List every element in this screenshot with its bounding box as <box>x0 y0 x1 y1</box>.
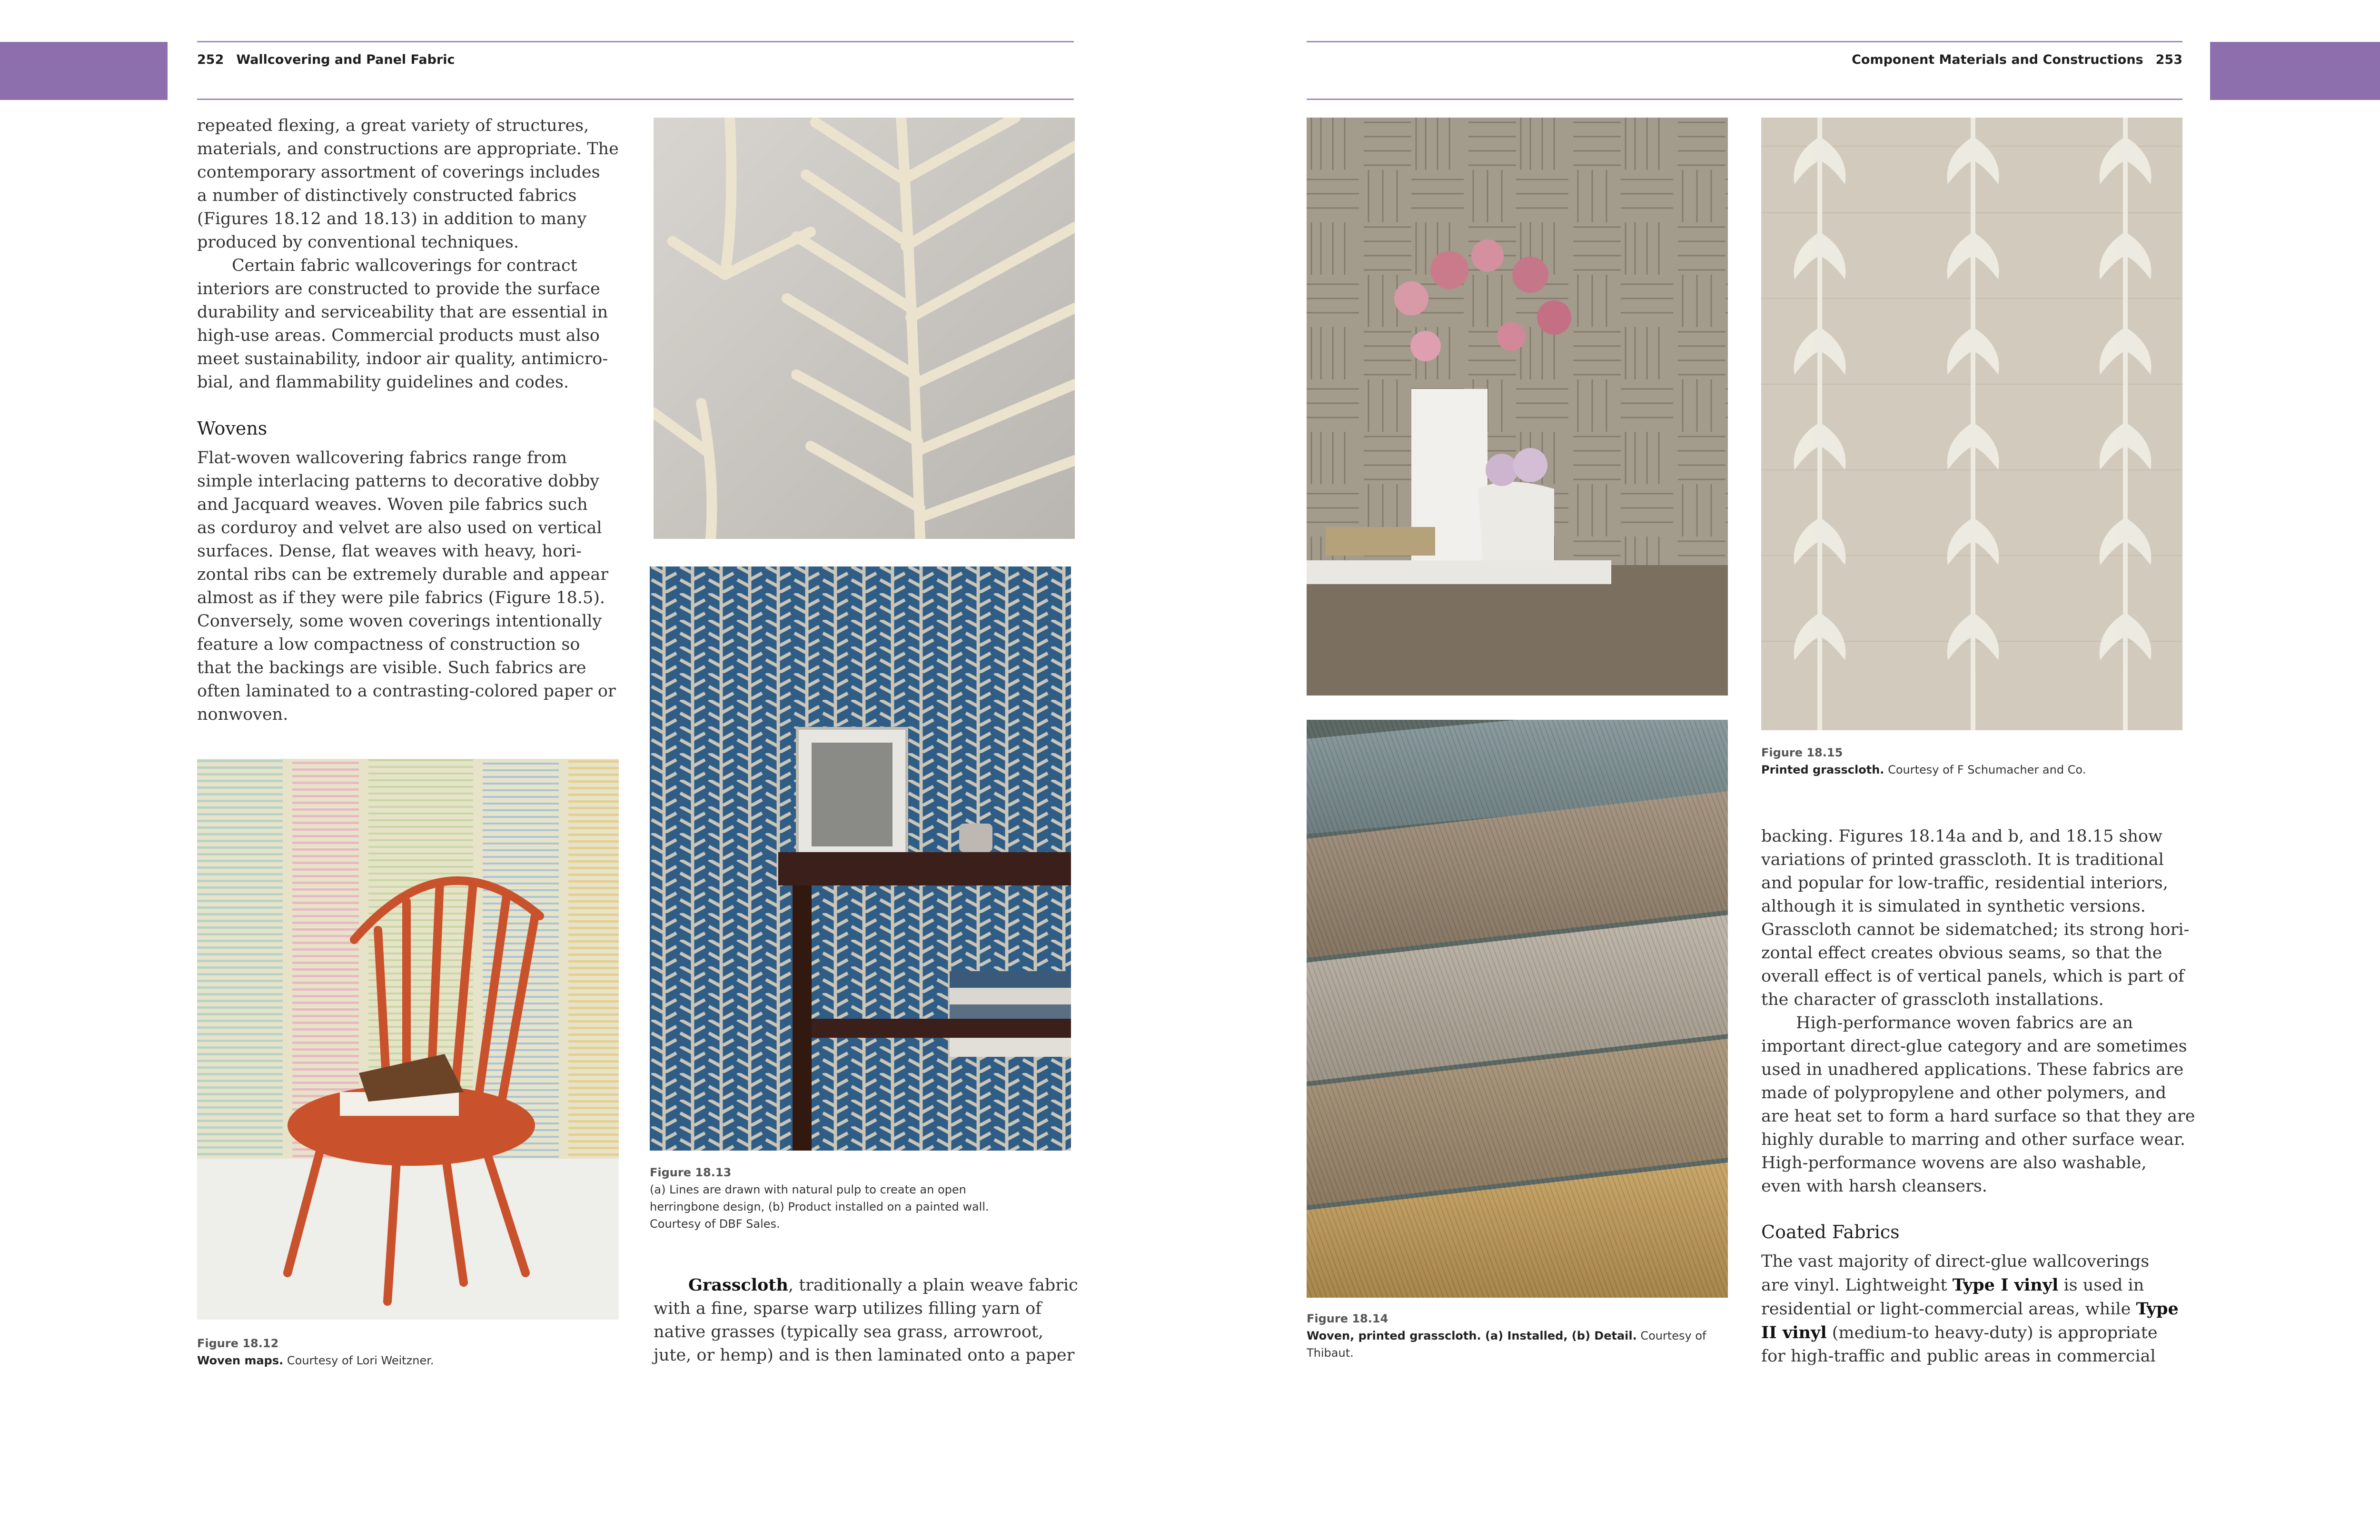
grasscloth-term: Grasscloth <box>688 1275 788 1295</box>
text-line: even with harsh cleansers. <box>1761 1177 1987 1196</box>
text-line: jute, or hemp) and is then laminated onto a paper <box>654 1346 1075 1365</box>
bold-term: II vinyl <box>1761 1323 1827 1342</box>
grasscloth-continued-text <box>1761 825 2195 1198</box>
caption-title: Woven, printed grasscloth. (a) Installed, (b) Detail. <box>1307 1329 1637 1342</box>
figure-label: Figure 18.15 <box>1761 746 1843 759</box>
text-line: made of polypropylene and other polymers, and <box>1761 1083 2166 1103</box>
text-line: that the backings are visible. Such fabrics are <box>197 658 586 677</box>
bold-term: Type <box>2136 1299 2179 1319</box>
right-top-rule <box>1307 41 2182 42</box>
caption-title: Printed grasscloth. <box>1761 763 1884 776</box>
text-line: (medium-to heavy-duty) is appropriate <box>1826 1323 2158 1342</box>
figure-18-13a-image <box>654 118 1075 539</box>
figure-18-14a-image <box>1307 118 1728 695</box>
text-line: used in unadhered applications. These fabrics are <box>1761 1060 2184 1079</box>
text-line: (Figures 18.12 and 18.13) in addition to many <box>197 209 587 229</box>
left-running-head <box>197 52 455 67</box>
text-line: often laminated to a contrasting-colored paper or <box>197 682 616 701</box>
figure-label: Figure 18.14 <box>1307 1312 1388 1325</box>
right-page-tab <box>2210 42 2380 100</box>
text-line: meet sustainability, indoor air quality, antimicro- <box>197 349 608 368</box>
caption-credit: Courtesy of Lori Weitzner. <box>287 1354 434 1367</box>
text-line: overall effect is of vertical panels, which is part of <box>1761 967 2184 986</box>
text-line: simple interlacing patterns to decorative dobby <box>197 472 600 491</box>
text-line: almost as if they were pile fabrics (Figure 18.5). <box>197 588 605 607</box>
text-line: durability and serviceability that are essential in <box>197 303 608 322</box>
text-line: produced by conventional techniques. <box>197 233 519 252</box>
coated-fabrics-heading: Coated Fabrics <box>1761 1222 1900 1242</box>
text-line: and Jacquard weaves. Woven pile fabrics such <box>197 495 588 514</box>
text-line: the character of grasscloth installations. <box>1761 990 2104 1009</box>
text-line: for high-traffic and public areas in commercial <box>1761 1347 2156 1366</box>
text-line: High-performance wovens are also washable, <box>1761 1153 2147 1172</box>
text-line: zontal effect creates obvious seams, so that the <box>1761 944 2162 963</box>
text-line: The vast majority of direct-glue wallcoverings <box>1761 1252 2150 1271</box>
right-page-number: 253 <box>2155 52 2182 67</box>
text-line: Conversely, some woven coverings intentionally <box>197 612 602 631</box>
caption-line: (a) Lines are drawn with natural pulp to create an open <box>650 1183 966 1196</box>
text-line: are vinyl. Lightweight <box>1761 1276 1953 1295</box>
text-line: Grasscloth cannot be sidematched; its strong hori- <box>1761 920 2190 939</box>
right-running-title: Component Materials and Constructions <box>1852 52 2143 67</box>
figure-label: Figure 18.12 <box>197 1337 279 1350</box>
text-line: are heat set to form a hard surface so that they are <box>1761 1107 2195 1126</box>
figure-18-14b-image <box>1307 720 1728 1298</box>
bold-term: Type I vinyl <box>1952 1275 2059 1295</box>
text-line: feature a low compactness of construction so <box>197 635 580 654</box>
text-line: variations of printed grasscloth. It is traditional <box>1761 850 2164 869</box>
text-line: interiors are constructed to provide the surface <box>197 279 600 298</box>
left-page-tab <box>0 42 168 100</box>
text-line: as corduroy and velvet are also used on vertical <box>197 518 602 537</box>
text-line: a number of distinctively constructed fabrics <box>197 186 577 205</box>
right-running-head <box>1852 52 2182 67</box>
text-line: residential or light-commercial areas, while <box>1761 1300 2136 1319</box>
caption-credit: Courtesy of <box>1640 1329 1706 1342</box>
text-line: High-performance woven fabrics are an <box>1796 1013 2133 1033</box>
wovens-text <box>197 447 616 726</box>
text-line: is used in <box>2058 1276 2144 1295</box>
caption-line: herringbone design, (b) Product installed on a painted wall. <box>650 1200 989 1213</box>
left-running-title: Wallcovering and Panel Fabric <box>236 52 455 67</box>
figure-18-13b-image <box>650 566 1071 1151</box>
text-line: highly durable to marring and other surface wear. <box>1761 1130 2186 1149</box>
text-line: , traditionally a plain weave fabric <box>788 1276 1078 1295</box>
caption-credit: Thibaut. <box>1307 1346 1354 1360</box>
text-line: surfaces. Dense, flat weaves with heavy, hori- <box>197 542 582 561</box>
text-line: backing. Figures 18.14a and b, and 18.15 show <box>1761 827 2163 846</box>
caption-credit: Courtesy of F Schumacher and Co. <box>1888 763 2086 776</box>
text-line: Flat-woven wallcovering fabrics range from <box>197 448 567 467</box>
text-line: materials, and constructions are appropriate. The <box>197 139 619 159</box>
text-line: repeated flexing, a great variety of structures, <box>197 116 589 135</box>
text-line: native grasses (typically sea grass, arrowroot, <box>654 1322 1044 1341</box>
figure-18-13-caption <box>650 1164 989 1232</box>
figure-18-15-caption <box>1761 744 2086 778</box>
figure-18-14-caption <box>1307 1310 1706 1361</box>
figure-18-15-image <box>1761 118 2182 730</box>
figure-18-12-caption <box>197 1335 434 1369</box>
text-line: and popular for low-traffic, residential interiors, <box>1761 874 2168 893</box>
caption-credit: Courtesy of DBF Sales. <box>650 1217 780 1231</box>
figure-18-12-image <box>197 759 619 1320</box>
right-bottom-rule <box>1307 99 2182 100</box>
figure-label: Figure 18.13 <box>650 1166 732 1179</box>
left-page-number: 252 <box>197 52 224 67</box>
text-line: high-use areas. Commercial products must also <box>197 326 600 345</box>
left-bottom-rule <box>197 99 1074 100</box>
text-line: Certain fabric wallcoverings for contract <box>232 256 577 275</box>
text-line: bial, and flammability guidelines and codes. <box>197 373 569 392</box>
intro-text <box>197 114 619 394</box>
grasscloth-text <box>654 1273 1078 1367</box>
left-top-rule <box>197 41 1074 42</box>
text-line: nonwoven. <box>197 705 288 724</box>
text-line: zontal ribs can be extremely durable and appear <box>197 565 608 584</box>
caption-title: Woven maps. <box>197 1354 284 1367</box>
text-line: although it is simulated in synthetic versions. <box>1761 897 2146 916</box>
text-line: contemporary assortment of coverings includes <box>197 163 600 182</box>
coated-fabrics-text <box>1761 1250 2179 1368</box>
text-line: with a fine, sparse warp utilizes filling yarn of <box>654 1299 1042 1318</box>
text-line: important direct-glue category and are sometimes <box>1761 1037 2187 1056</box>
wovens-heading: Wovens <box>197 418 268 439</box>
